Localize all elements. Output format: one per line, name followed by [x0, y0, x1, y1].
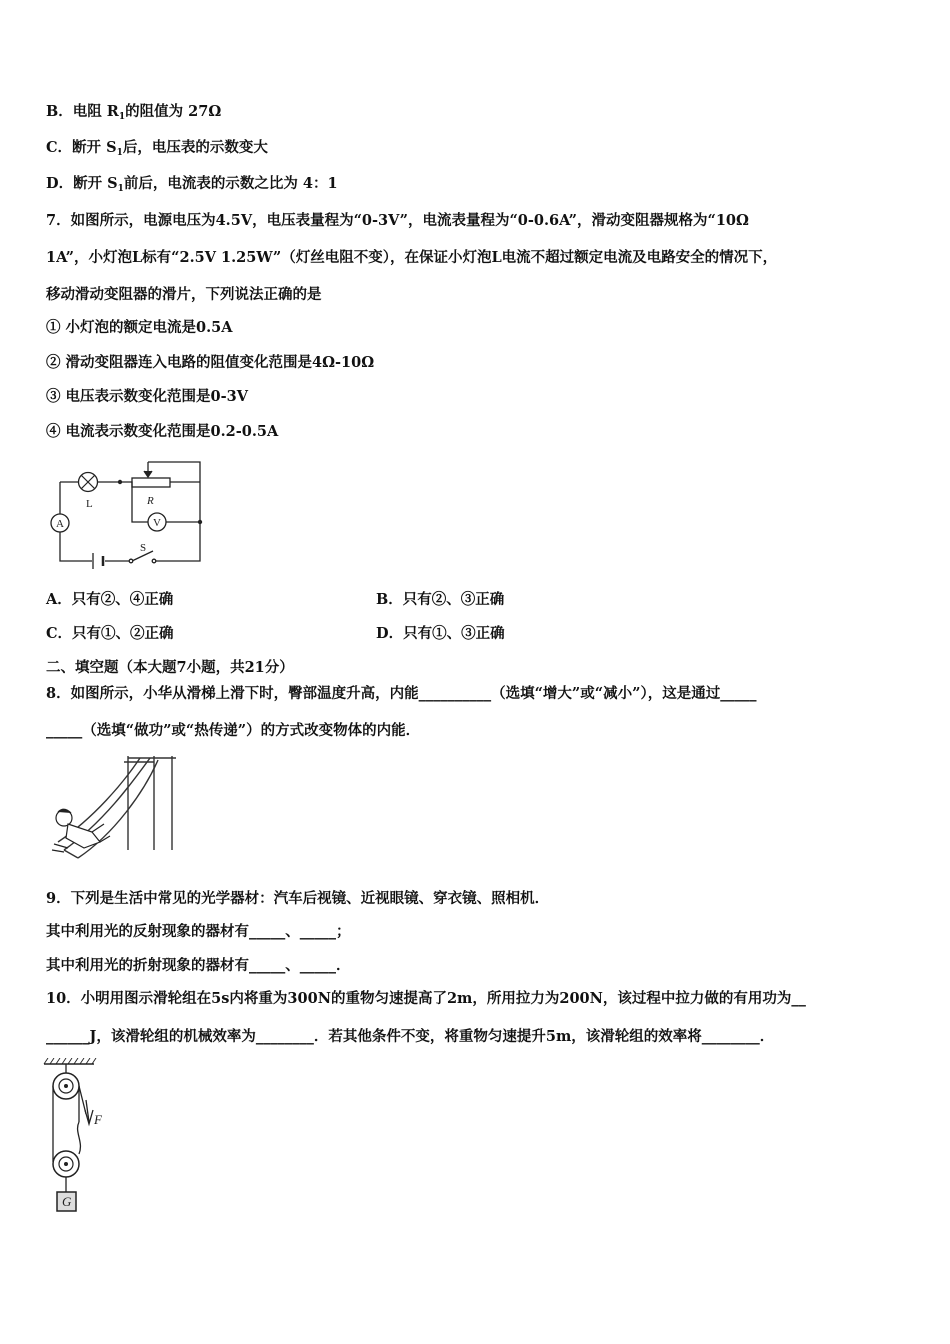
force-label: F — [94, 1112, 102, 1127]
q6-option-d-prefix: D．断开 S — [46, 175, 118, 192]
q6-option-d — [46, 174, 338, 199]
q7-stem-line-2: 1A”，小灯泡L标有“2.5V 1.25W”（灯丝电阻不变），在保证小灯泡L电流不超过额定电流及电路安全的情况下， — [46, 249, 778, 266]
q7-stem-line-3: 移动滑动变阻器的滑片，下列说法正确的是 — [46, 286, 322, 303]
section-heading: 二、填空题（本大题7小题，共21分） — [46, 659, 294, 676]
lamp-icon — [79, 473, 98, 492]
q7-statement-2: ② 滑动变阻器连入电路的阻值变化范围是4Ω-10Ω — [46, 354, 375, 371]
switch-label: S — [140, 542, 147, 554]
q8-line-1: 8．如图所示，小华从滑梯上滑下时，臀部温度升高，内能__________（选填“增大”或“减小”），这是通过_____ — [46, 685, 757, 702]
q9-line-2: 其中利用光的反射现象的器材有_____、_____； — [46, 923, 351, 940]
q7-circuit-diagram — [40, 454, 210, 570]
q6-option-d-suffix: 前后，电流表的示数之比为 4：1 — [123, 175, 338, 192]
q6-option-b-subscript: 1 — [118, 112, 126, 122]
lamp-label: L — [86, 498, 93, 510]
q7-option-c: C．只有①、②正确 — [46, 625, 174, 642]
q10-line-2: ______J，该滑轮组的机械效率为________．若其他条件不变，将重物匀速提升5m，该滑轮组的效率将________． — [46, 1028, 775, 1045]
q7-statement-1: ① 小灯泡的额定电流是0.5A — [46, 319, 233, 336]
junction-dot — [118, 480, 122, 484]
q7-statement-4: ④ 电流表示数变化范围是0.2-0.5A — [46, 423, 279, 440]
q6-option-c-prefix: C．断开 S — [46, 139, 117, 156]
child-icon — [52, 809, 110, 852]
q8-slide-illustration — [44, 752, 184, 864]
q7-option-a: A．只有②、④正确 — [46, 591, 174, 608]
q7-statement-3: ③ 电压表示数变化范围是0-3V — [46, 388, 248, 405]
ammeter-label: A — [56, 518, 64, 530]
voltmeter-label: V — [153, 517, 161, 529]
q6-option-c-subscript: 1 — [116, 148, 123, 158]
q6-option-d-subscript: 1 — [117, 184, 124, 194]
q8-line-2: _____（选填“做功”或“热传递”）的方式改变物体的内能． — [46, 722, 421, 739]
q6-option-c-suffix: 后，电压表的示数变大 — [122, 139, 268, 156]
q10-line-1: 10．小明用图示滑轮组在5s内将重为300N的重物匀速提高了2m，所用拉力为200N，该过程中拉力做的有用功为__ — [46, 990, 806, 1007]
fixed-pulley-icon — [53, 1073, 79, 1099]
q7-option-b: B．只有②、③正确 — [376, 591, 505, 608]
q9-line-1: 9．下列是生活中常见的光学器材：汽车后视镜、近视眼镜、穿衣镜、照相机． — [46, 890, 550, 907]
q7-option-d: D．只有①、③正确 — [376, 625, 505, 642]
q10-pulley-system — [42, 1058, 112, 1216]
q7-stem-line-1: 7．如图所示，电源电压为4.5V，电压表量程为“0-3V”，电流表量程为“0-0.6A”，滑动变阻器规格为“10Ω — [46, 212, 749, 229]
q9-line-3: 其中利用光的折射现象的器材有_____、_____． — [46, 957, 351, 974]
q6-option-b-suffix: 的阻值为 27Ω — [125, 103, 222, 120]
q6-option-b — [46, 102, 221, 127]
q6-option-c — [46, 138, 268, 163]
q6-option-b-prefix: B．电阻 R — [46, 103, 119, 120]
resistor-label: R — [147, 495, 154, 507]
movable-pulley-icon — [53, 1151, 79, 1177]
junction-dot — [198, 520, 202, 524]
weight-label: G — [62, 1194, 72, 1209]
